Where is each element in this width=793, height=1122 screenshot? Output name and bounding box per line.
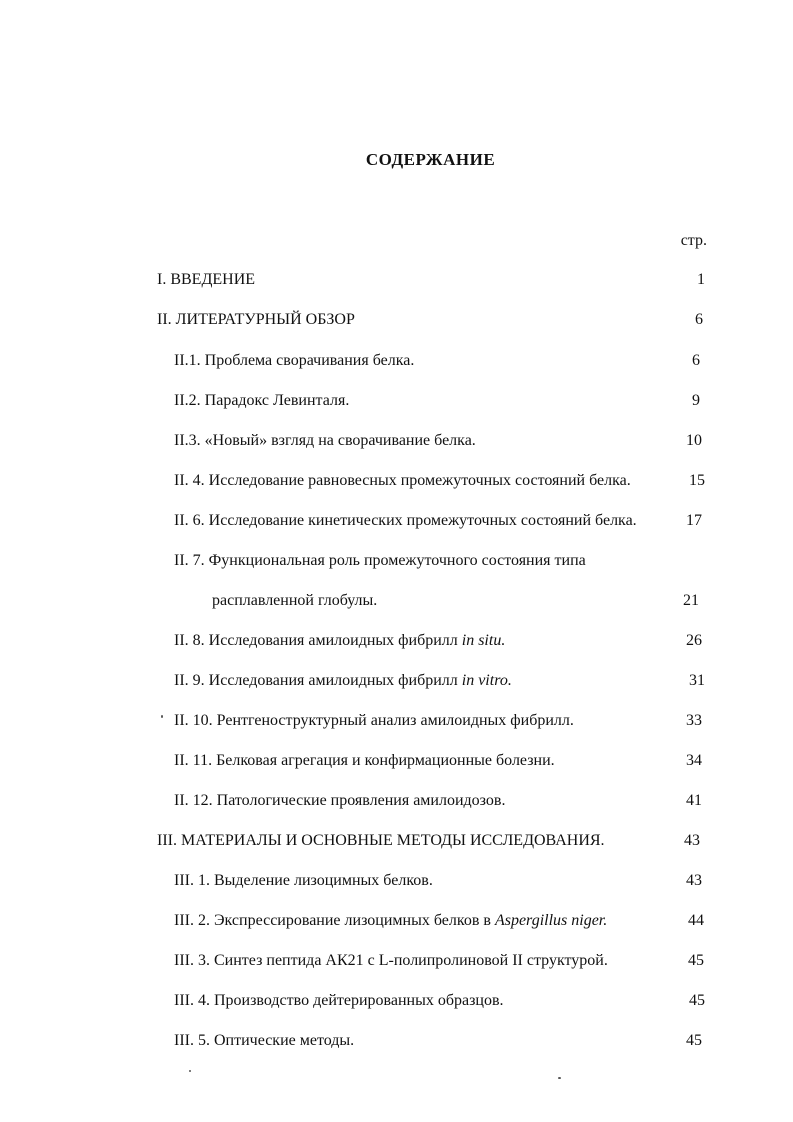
toc-entry-label: III. 4. Производство дейтерированных образцов. <box>174 992 504 1009</box>
toc-entry-label: III. 3. Синтез пептида АК21 с L-полипролиновой II структурой. <box>174 952 608 969</box>
toc-entry-label: II. 11. Белковая агрегация и конфирмационные болезни. <box>174 752 555 769</box>
toc-entry-label: II.3. «Новый» взгляд на сворачивание белка. <box>174 432 476 449</box>
toc-entry-2-7 <box>174 552 586 570</box>
toc-entry-label: III. 1. Выделение лизоцимных белков. <box>174 872 433 889</box>
toc-entry-page: 43 <box>686 872 702 889</box>
toc-entry-label: расплавленной глобулы. <box>212 592 378 609</box>
toc-entry-label: II. ЛИТЕРАТУРНЫЙ ОБЗОР <box>157 311 355 328</box>
toc-entry-2-12 <box>174 792 505 810</box>
toc-entry-label: II. 4. Исследование равновесных промежуточных состояний белка. <box>174 472 631 489</box>
toc-entry-literature-review <box>157 311 355 329</box>
toc-entry-page: 45 <box>686 1032 702 1049</box>
toc-entry-label: II. 10. Рентгеноструктурный анализ амилоидных фибрилл. <box>174 712 574 729</box>
toc-entry-page: 26 <box>686 632 702 649</box>
toc-entry-label: II.1. Проблема сворачивания белка. <box>174 352 415 369</box>
toc-entry-2-1 <box>174 352 414 370</box>
toc-entry-2-11 <box>174 752 555 770</box>
toc-entry-page: 33 <box>686 712 702 729</box>
toc-entry-2-4 <box>174 472 631 490</box>
toc-entry-label: II. 12. Патологические проявления амилоидозов. <box>174 792 506 809</box>
toc-entry-label: III. 2. Экспрессирование лизоцимных белков в <box>174 912 495 929</box>
toc-entry-page: 45 <box>688 952 704 969</box>
toc-entry-2-8 <box>174 632 505 650</box>
toc-entry-page: 31 <box>689 672 705 689</box>
toc-entry-label: II. 8. Исследования амилоидных фибрилл <box>174 632 462 649</box>
toc-entry-page: 9 <box>692 392 700 409</box>
toc-entry-page: 10 <box>686 432 702 449</box>
toc-entry-2-6 <box>174 512 637 530</box>
toc-entry-2-9 <box>174 672 512 690</box>
toc-entry-label: II. 9. Исследования амилоидных фибрилл <box>174 672 462 689</box>
toc-entry-3-2 <box>174 912 607 930</box>
page-title: СОДЕРЖАНИЕ <box>365 150 496 169</box>
toc-entry-label-italic: in vitro. <box>461 672 512 689</box>
scan-speck <box>558 1077 561 1079</box>
toc-entry-page: 45 <box>689 992 705 1009</box>
toc-entry-page: 41 <box>686 792 702 809</box>
toc-entry-2-3 <box>174 432 476 450</box>
toc-entry-page: 1 <box>697 271 705 288</box>
toc-entry-page: 15 <box>689 472 705 489</box>
toc-entry-label: III. 5. Оптические методы. <box>174 1032 355 1049</box>
toc-entry-3-1 <box>174 872 433 890</box>
toc-entry-page: 17 <box>686 512 702 529</box>
toc-entry-label: I. ВВЕДЕНИЕ <box>157 271 256 288</box>
toc-entry-label-italic: Aspergillus niger. <box>494 912 608 929</box>
toc-entry-label-italic: in situ. <box>461 632 506 649</box>
toc-entry-label: II.2. Парадокс Левинталя. <box>174 392 350 409</box>
toc-entry-page: 6 <box>692 352 700 369</box>
toc-entry-page: 34 <box>686 752 702 769</box>
toc-entry-page: 44 <box>688 912 704 929</box>
toc-entry-2-2 <box>174 392 349 410</box>
toc-entry-3-5 <box>174 1032 354 1050</box>
toc-entry-page: 43 <box>684 832 700 849</box>
toc-entry-label: III. МАТЕРИАЛЫ И ОСНОВНЫЕ МЕТОДЫ ИССЛЕДОВАНИЯ. <box>157 832 605 849</box>
scan-speck <box>161 715 163 718</box>
toc-entry-2-10 <box>174 712 574 730</box>
scan-speck <box>189 1070 191 1072</box>
toc-entry-page: 6 <box>695 311 703 328</box>
toc-entry-3-4 <box>174 992 504 1010</box>
toc-entry-introduction <box>157 271 255 289</box>
toc-entry-2-7-continued <box>212 592 377 610</box>
toc-entry-label: II. 6. Исследование кинетических промежуточных состояний белка. <box>174 512 637 529</box>
pages-column-header: стр. <box>680 232 707 249</box>
toc-entry-materials-methods <box>157 832 605 850</box>
toc-entry-label: II. 7. Функциональная роль промежуточного состояния типа <box>174 552 586 569</box>
toc-entry-page: 21 <box>683 592 699 609</box>
toc-entry-3-3 <box>174 952 608 970</box>
